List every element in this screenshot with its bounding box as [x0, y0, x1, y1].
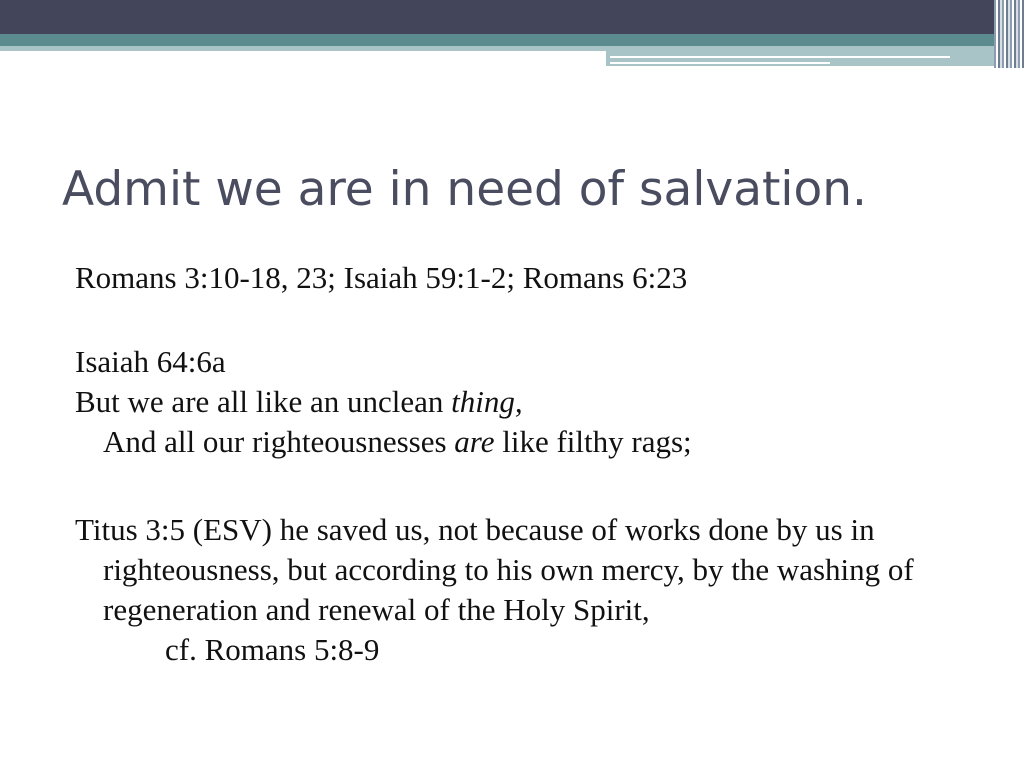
- slide-body: [75, 258, 975, 670]
- isaiah-heading: Isaiah 64:6a: [75, 344, 226, 379]
- spacer: [75, 462, 975, 510]
- scripture-references: Romans 3:10-18, 23; Isaiah 59:1-2; Romans 6:23: [75, 260, 688, 295]
- isaiah-line2-end: like filthy rags;: [494, 424, 692, 459]
- header-band-teal: [0, 34, 1024, 46]
- slide-title: Admit we are in need of salvation.: [62, 162, 867, 217]
- titus-verse: Titus 3:5 (ESV) he saved us, not because of works done by us in righteousness, but according to his own mercy, by the washing of regeneration and renewal of the Holy Spirit,: [75, 512, 914, 627]
- header-band-light: [0, 46, 606, 51]
- header-band-dark: [0, 0, 1024, 34]
- isaiah-verse: [75, 382, 975, 462]
- isaiah-line2-italic: are: [454, 424, 495, 459]
- header-accent-line: [610, 62, 830, 64]
- isaiah-line1-italic: thing,: [451, 384, 523, 419]
- header-accent-line: [610, 56, 950, 58]
- isaiah-line2-text: And all our righteousnesses: [103, 424, 455, 459]
- spacer: [75, 298, 975, 342]
- header-vertical-lines: [994, 0, 1024, 68]
- cross-reference: cf. Romans 5:8-9: [165, 632, 380, 667]
- isaiah-line1-text: But we are all like an unclean: [75, 384, 452, 419]
